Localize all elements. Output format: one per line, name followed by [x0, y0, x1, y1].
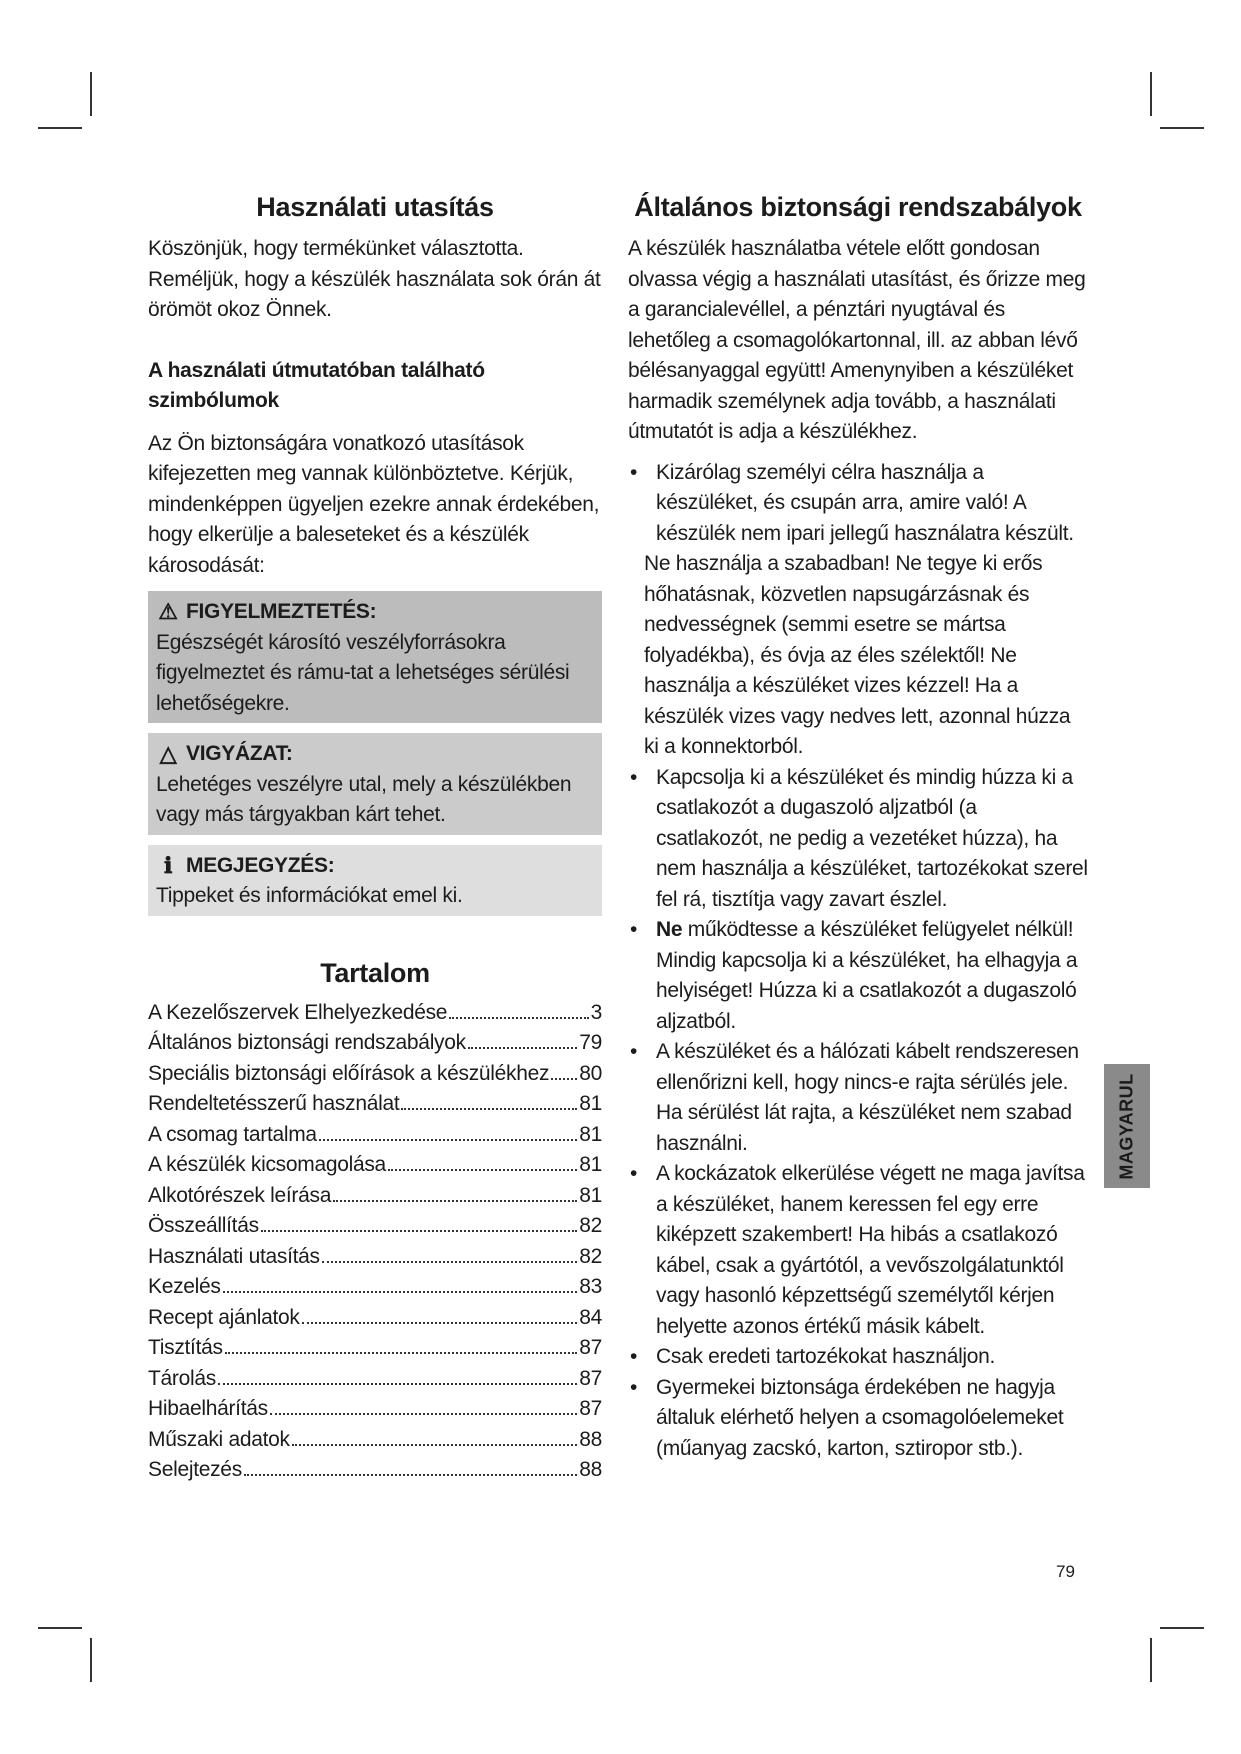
toc-leader: [218, 1383, 577, 1385]
toc-page: 79: [579, 1031, 602, 1054]
safety-intro: A készülék használatba vétele előtt gondosan olvassa végig a használati utasítást, és őrizze meg a garancialevéllel, a pénztári nyugtával és lehetőleg a csomagolókartonnal, ill. az abban lévő bélésanyaggal együtt! Amenynyiben a készüléket harmadik személynek adja tovább, a használati útmutatót is adja a készülékhez.: [628, 237, 1086, 443]
warning-text: Egészségét károsító veszélyforrásokra figyelmeztet és rámu-tat a lehetséges sérülési lehetőségekre.: [156, 630, 570, 715]
page-number: 79: [1056, 1562, 1075, 1581]
safety-title: Általános biztonsági rendszabályok: [634, 192, 1082, 222]
crop-mark: [38, 127, 82, 129]
toc-page: 83: [579, 1275, 602, 1298]
note-title: MEGJEGYZÉS:: [186, 853, 335, 877]
intro-text: Köszönjük, hogy termékünket választotta. Reméljük, hogy a készülék használata sok órán át örömöt okoz Önnek.: [148, 237, 601, 321]
crop-mark: [90, 1638, 92, 1682]
toc-label: Általános biztonsági rendszabályok: [148, 1031, 466, 1054]
note-text: Tippeket és információkat emel ki.: [156, 884, 463, 907]
toc-label: A készülék kicsomagolása: [148, 1153, 386, 1176]
toc-label: Tárolás: [148, 1366, 216, 1390]
toc-page: 87: [579, 1366, 602, 1390]
right-column: [628, 190, 1088, 1464]
toc-page: 80: [579, 1061, 602, 1085]
toc-row[interactable]: [148, 1150, 602, 1181]
toc-row[interactable]: [148, 1120, 602, 1151]
toc-row[interactable]: [148, 1181, 602, 1212]
toc-leader: [223, 1291, 578, 1293]
list-item: • Kizárólag személyi célra használja a készüléket, és csupán arra, amire való! A készülék nem ipari jellegű használatra készült.: [628, 458, 1088, 550]
toc-title: Tartalom: [320, 957, 430, 988]
caution-triangle-icon: △: [159, 741, 177, 766]
toc-leader: [551, 1078, 577, 1080]
toc-row[interactable]: [148, 1364, 602, 1395]
toc-leader: [388, 1169, 577, 1171]
list-item-continuation: Ne használja a szabadban! Ne tegye ki erős hőhatásnak, közvetlen napsugárzásnak és nedvességnek (semmi esetre se mártsa folyadékba), és óvja az éles szélektől! Ne használja a készüléket vizes kézzel! Ha a készülék vizes vagy nedves lett, azonnal húzza ki a konnektorból.: [644, 552, 1071, 758]
symbols-text: Az Ön biztonságára vonatkozó utasítások kifejezetten meg vannak különböztetve. Kérjük, mindenképpen ügyeljen ezekre annak érdekében, hogy elkerülje a baleseteket és a készülék károsodását:: [148, 431, 600, 577]
toc-page: 81: [579, 1153, 602, 1176]
toc-row[interactable]: [148, 1425, 602, 1456]
symbols-heading: A használati útmutatóban található szimbólumok: [148, 358, 485, 412]
table-of-contents: [148, 998, 602, 1486]
toc-leader: [319, 1139, 577, 1141]
toc-page: 88: [579, 1427, 602, 1451]
crop-mark: [1160, 127, 1204, 129]
list-item: • Csak eredeti tartozékokat használjon.: [628, 1342, 1088, 1373]
list-item: • Ne működtesse a készüléket felügyelet nélkül! Mindig kapcsolja ki a készüléket, ha elhagyja a helyiséget! Húzza ki a csatlakozót a dugaszoló aljzatból.: [628, 915, 1088, 1037]
toc-leader: [449, 1017, 588, 1019]
language-tab-label: MAGYARUL: [1116, 1072, 1137, 1180]
toc-leader: [302, 1322, 578, 1324]
toc-label: Kezelés: [148, 1275, 221, 1298]
toc-page: 82: [579, 1214, 602, 1237]
toc-label: Alkotórészek leírása: [148, 1183, 332, 1207]
toc-label: Műszaki adatok: [148, 1427, 290, 1451]
toc-label: Recept ajánlatok: [148, 1305, 300, 1329]
toc-leader: [261, 1230, 577, 1232]
caution-title: VIGYÁZAT:: [186, 742, 293, 765]
toc-leader: [468, 1047, 577, 1049]
toc-row[interactable]: [148, 1211, 602, 1242]
note-box: [148, 845, 602, 916]
toc-leader: [225, 1352, 578, 1354]
list-item: • Kapcsolja ki a készüléket és mindig húzza ki a csatlakozót a dugaszoló aljzatból (a csatlakozót, ne pedig a vezetéket húzza), ha nem használja a készüléket, tartozékokat szerel fel rá, tisztítja vagy zavart észlel.: [628, 763, 1088, 916]
left-column: [148, 190, 602, 1486]
toc-leader: [322, 1261, 578, 1263]
crop-mark: [1160, 1627, 1204, 1629]
manual-title: Használati utasítás: [256, 192, 494, 222]
toc-label: Használati utasítás: [148, 1244, 320, 1268]
toc-page: 87: [579, 1336, 602, 1359]
warning-box: [148, 591, 602, 723]
list-item: • A kockázatok elkerülése végett ne maga javítsa a készüléket, hanem keressen fel egy erre kiképzett szakembert! Ha hibás a csatlakozó kábel, csak a gyártótól, a vevőszolgálatunktól vagy hasonló képzettségű személytől kérjen helyette azonos értékű másik kábelt.: [628, 1159, 1088, 1342]
toc-page: 88: [579, 1458, 602, 1481]
toc-page: 87: [579, 1397, 602, 1420]
bullet: •: [630, 918, 638, 941]
toc-page: 81: [579, 1122, 602, 1146]
toc-label: A csomag tartalma: [148, 1122, 317, 1146]
toc-label: Hibaelhárítás: [148, 1397, 268, 1420]
toc-label: Rendeltetésszerű használat: [148, 1092, 400, 1115]
bullet: •: [630, 765, 638, 789]
caution-text: Lehetéges veszélyre utal, mely a készülékben vagy más tárgyakban kárt tehet.: [156, 772, 572, 826]
crop-mark: [1150, 1638, 1152, 1682]
toc-row[interactable]: [148, 1028, 602, 1059]
toc-leader: [270, 1413, 577, 1415]
safety-list: [628, 763, 1088, 1465]
toc-leader: [333, 1200, 577, 1202]
toc-page: 81: [579, 1092, 602, 1115]
info-icon: ℹ: [163, 852, 173, 879]
bullet: •: [630, 1375, 638, 1399]
warning-triangle-icon: ⚠: [158, 599, 178, 624]
toc-label: A Kezelőszervek Elhelyezkedése: [148, 1000, 448, 1024]
toc-row[interactable]: [148, 1394, 602, 1425]
toc-page: 81: [579, 1183, 602, 1207]
toc-row[interactable]: [148, 1272, 602, 1303]
toc-leader: [401, 1108, 577, 1110]
toc-page: 82: [579, 1244, 602, 1268]
bullet: •: [630, 460, 638, 484]
toc-row[interactable]: [148, 998, 602, 1029]
caution-box: [148, 733, 602, 835]
list-item: • Gyermekei biztonsága érdekében ne hagyja általuk elérhető helyen a csomagolóelemeket (műanyag zacskó, karton, sztiropor stb.).: [628, 1373, 1088, 1465]
warning-title: FIGYELMEZTETÉS:: [186, 600, 377, 623]
safety-list: [628, 458, 1088, 550]
toc-page: 84: [579, 1305, 602, 1329]
crop-mark: [38, 1627, 82, 1629]
list-item: • A készüléket és a hálózati kábelt rendszeresen ellenőrizni kell, hogy nincs-e rajta sérülés jele. Ha sérülést lát rajta, a készüléket nem szabad használni.: [628, 1037, 1088, 1159]
toc-label: Összeállítás: [148, 1214, 259, 1237]
toc-label: Selejtezés: [148, 1458, 242, 1481]
crop-mark: [1150, 72, 1152, 116]
language-tab: [1104, 1064, 1150, 1188]
toc-leader: [292, 1444, 578, 1446]
toc-row[interactable]: [148, 1455, 602, 1486]
toc-leader: [244, 1474, 577, 1476]
toc-page: 3: [590, 1000, 602, 1024]
toc-row[interactable]: [148, 1242, 602, 1273]
toc-label: Tisztítás: [148, 1336, 223, 1359]
toc-row[interactable]: [148, 1059, 602, 1090]
toc-row[interactable]: [148, 1303, 602, 1334]
crop-mark: [90, 72, 92, 116]
toc-row[interactable]: [148, 1089, 602, 1120]
bullet: •: [630, 1162, 638, 1185]
bullet: •: [630, 1345, 638, 1368]
bullet: •: [630, 1040, 638, 1063]
toc-label: Speciális biztonsági előírások a készülékhez: [148, 1061, 550, 1085]
toc-row[interactable]: [148, 1333, 602, 1364]
